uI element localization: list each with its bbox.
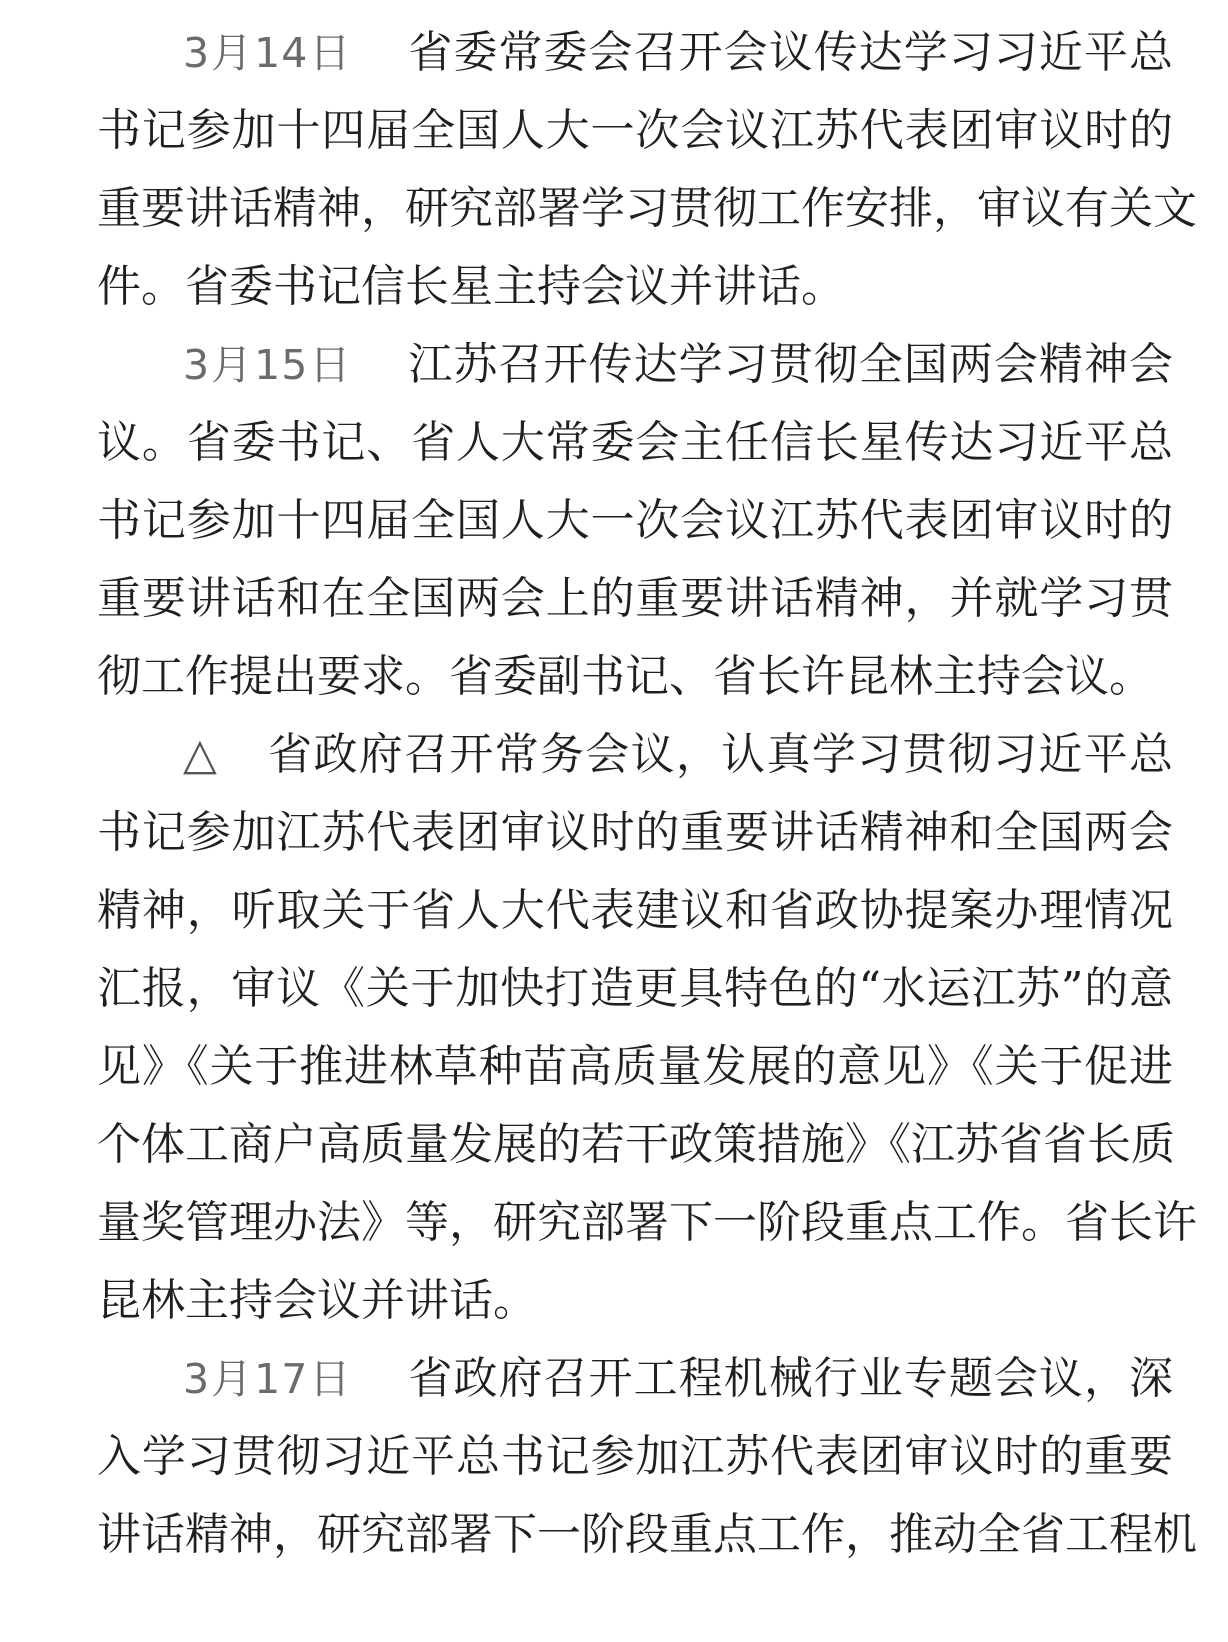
paragraph-line: 书记参加十四届全国人大一次会议江苏代表团审议时的 bbox=[97, 495, 1173, 546]
entry-date: 3月17日 bbox=[183, 1355, 353, 1403]
paragraph-line bbox=[183, 714, 1173, 796]
paragraph-line bbox=[183, 324, 1173, 406]
paragraph-line: 汇报，审议《关于加快打造更具特色的“水运江苏”的意 bbox=[97, 963, 1173, 1014]
paragraph-line: 重要讲话和在全国两会上的重要讲话精神，并就学习贯 bbox=[97, 573, 1173, 624]
paragraph-line: 彻工作提出要求。省委副书记、省长许昆林主持会议。 bbox=[97, 651, 1153, 702]
entry-text: 省政府召开常务会议，认真学习贯彻习近平总 bbox=[268, 729, 1174, 780]
entry-text: 江苏召开传达学习贯彻全国两会精神会 bbox=[408, 339, 1173, 390]
entry-text: 省政府召开工程机械行业专题会议，深 bbox=[408, 1353, 1173, 1404]
entry-text: 省委常委会召开会议传达学习习近平总 bbox=[408, 27, 1173, 78]
paragraph-line: 精神，听取关于省人大代表建议和省政协提案办理情况 bbox=[97, 885, 1173, 936]
entry-date: 3月15日 bbox=[183, 341, 353, 389]
paragraph-line: 昆林主持会议并讲话。 bbox=[97, 1275, 537, 1326]
paragraph-line: 重要讲话精神，研究部署学习贯彻工作安排，审议有关文 bbox=[97, 183, 1197, 234]
paragraph-line: 量奖管理办法》等，研究部署下一阶段重点工作。省长许 bbox=[97, 1197, 1197, 1248]
paragraph-line: 入学习贯彻习近平总书记参加江苏代表团审议时的重要 bbox=[97, 1431, 1173, 1482]
paragraph-line bbox=[183, 1338, 1173, 1420]
entry-date: 3月14日 bbox=[183, 29, 353, 77]
triangle-marker-icon: △ bbox=[183, 729, 219, 780]
paragraph-line: 见》《关于推进林草种苗高质量发展的意见》《关于促进 bbox=[97, 1041, 1173, 1092]
paragraph-line: 讲话精神，研究部署下一阶段重点工作，推动全省工程机 bbox=[97, 1509, 1197, 1560]
paragraph-line: 件。省委书记信长星主持会议并讲话。 bbox=[97, 261, 845, 312]
paragraph-line: 个体工商户高质量发展的若干政策措施》《江苏省省长质 bbox=[97, 1119, 1175, 1170]
paragraph-line: 书记参加江苏代表团审议时的重要讲话精神和全国两会 bbox=[97, 807, 1173, 858]
paragraph-line bbox=[183, 12, 1173, 94]
paragraph-line: 书记参加十四届全国人大一次会议江苏代表团审议时的 bbox=[97, 105, 1173, 156]
paragraph-line: 议。省委书记、省人大常委会主任信长星传达习近平总 bbox=[97, 417, 1173, 468]
